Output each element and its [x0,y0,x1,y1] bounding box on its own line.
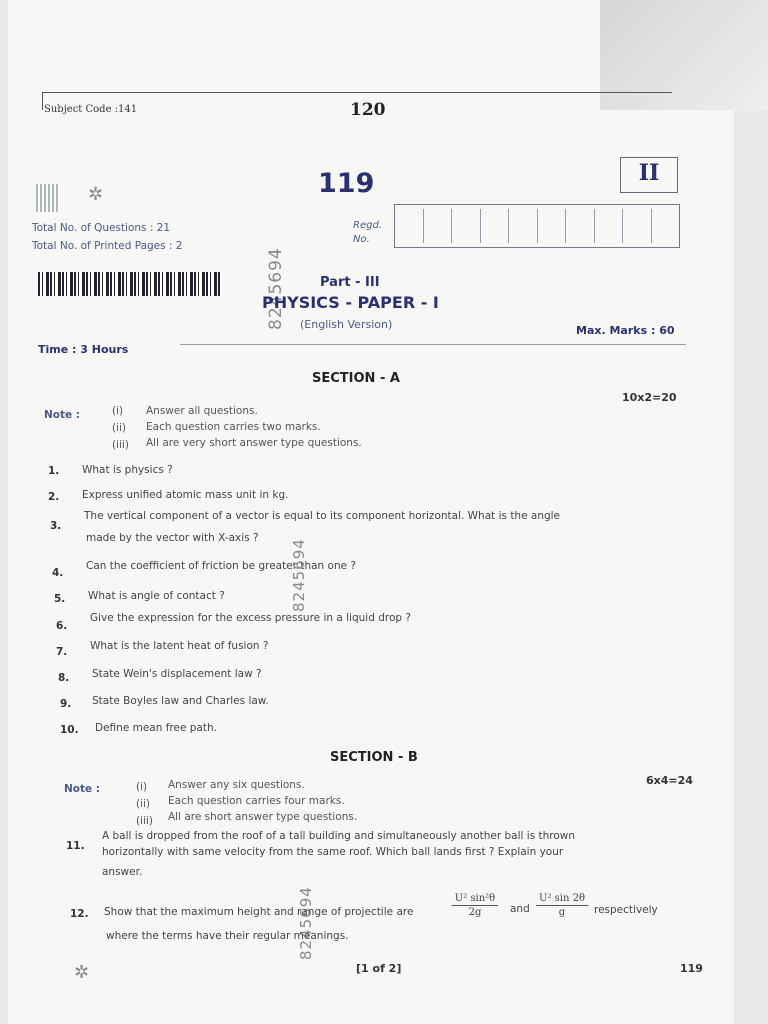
question-text: Can the coefficient of friction be greater than one ? [86,560,356,572]
subject-code: Subject Code :141 [44,104,138,115]
question-text-cont: horizontally with same velocity from the same roof. Which ball lands first ? Explain your [102,846,564,858]
time-label: Time : 3 Hours [38,343,129,356]
serial-watermark-3: 8245694 [297,886,315,960]
note-b-3-num: (iii) [136,815,153,827]
header-rule-tick [42,92,43,110]
regd-label: Regd. [353,220,382,231]
max-height-formula [452,893,498,918]
question-number: 11. [66,840,85,852]
question-number: 12. [70,908,89,920]
question-number: 4. [52,567,64,579]
question-text: State Wein's displacement law ? [92,668,262,680]
question-text: The vertical component of a vector is equal to its component horizontal. What is the angle [84,510,561,522]
footer-code: 119 [680,962,703,975]
barcode-image [38,272,222,296]
question-text-cont: made by the vector with X-axis ? [86,532,259,544]
note-b-2-num: (ii) [136,798,151,810]
note-b-3-text: All are short answer type questions. [168,811,358,823]
question-number: 6. [56,620,68,632]
section-a-marks: 10x2=20 [622,391,677,404]
question-text: What is angle of contact ? [88,590,225,602]
question-text: State Boyles law and Charles law. [92,695,269,707]
question-text: Give the expression for the excess pressure in a liquid drop ? [90,612,411,624]
regd-no-label: No. [353,234,370,245]
note-a-1-num: (i) [112,405,124,417]
qr-code-image [36,184,60,212]
note-b-2-text: Each question carries four marks. [168,795,345,807]
formula-numerator: U² sin²θ [454,893,496,904]
question-text: What is the latent heat of fusion ? [90,640,269,652]
note-a-2-num: (ii) [112,422,127,434]
question-text-cont: where the terms have their regular meanings. [106,930,349,942]
section-a-title: SECTION - A [312,371,400,386]
question-number: 9. [60,698,72,710]
question-text: Define mean free path. [95,722,217,734]
subject-title: PHYSICS - PAPER - I [262,293,439,312]
respectively-text: respectively [594,904,658,916]
header-rule [42,92,672,93]
question-number: 3. [50,520,62,532]
emblem-icon: ✲ [88,184,104,205]
max-marks: Max. Marks : 60 [576,324,675,337]
note-a-2-text: Each question carries two marks. [146,421,321,433]
serial-watermark: 8245694 [266,247,286,330]
and-text: and [510,903,530,915]
background-shadow [600,0,768,110]
section-b-marks: 6x4=24 [646,774,693,787]
set-box [620,157,678,193]
note-b-1-text: Answer any six questions. [168,779,305,791]
formula-denominator: g [558,907,566,918]
question-text: Show that the maximum height and range of projectile are [104,906,414,918]
question-text-cont-2: answer. [102,866,143,878]
register-number-boxes [394,204,680,248]
total-pages: Total No. of Printed Pages : 2 [32,240,183,252]
formula-denominator: 2g [468,907,482,918]
total-questions: Total No. of Questions : 21 [32,222,171,234]
version-label: (English Version) [300,318,393,331]
range-formula [536,893,588,918]
note-a-1-text: Answer all questions. [146,405,258,417]
part-label: Part - III [320,275,380,290]
question-number: 7. [56,646,68,658]
question-text: What is physics ? [82,464,173,476]
question-number: 8. [58,672,70,684]
emblem-icon-footer: ✲ [74,962,90,983]
question-number: 10. [60,724,79,736]
page-indicator: [1 of 2] [356,962,402,975]
section-a-note-label: Note : [44,409,80,421]
paper-code: 119 [318,168,375,199]
set-number: II [638,160,660,186]
question-text: A ball is dropped from the roof of a tall building and simultaneously another ball is thrown [102,830,576,842]
note-a-3-text: All are very short answer type questions. [146,437,362,449]
section-b-title: SECTION - B [330,750,418,765]
question-text: Express unified atomic mass unit in kg. [82,489,289,501]
formula-numerator: U² sin 2θ [539,893,585,904]
question-number: 1. [48,465,60,477]
question-number: 5. [54,593,66,605]
section-b-note-label: Note : [64,783,100,795]
serial-watermark-2: 8245694 [290,538,308,612]
title-rule [180,344,686,345]
note-a-3-num: (iii) [112,439,129,451]
header-number: 120 [350,100,386,120]
note-b-1-num: (i) [136,781,148,793]
question-number: 2. [48,491,60,503]
